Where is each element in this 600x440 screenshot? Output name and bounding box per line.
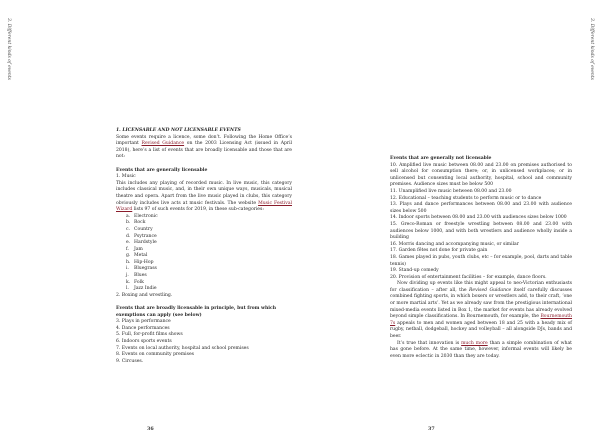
list-item: 13. Plays and dance performances between 08.00 and 23.00 with audience sizes below 500: [390, 202, 572, 214]
item-2: 2. Boxing and wrestling.: [116, 292, 173, 298]
body-paragraph: Now dividing up events like this might appeal to neo-Victorian enthusiasts for classification – after all, the Revised Guidance itself carefully discusses combined fighting sports, in which boxers or wrestlers add, to their craft, ‘one or more martial arts’. Yet as we already saw from the prestigious international mixed-media events listed in Box 1, the market for events has already evolved beyond simple classifications. In Bournemouth, for example, the Bournemouth 7s appeals to men and women aged between 18 and 25 with a heady mix of rugby, netball, dodgeball, hockey and volleyball – all alongside DJs, bands and beer.: [390, 281, 572, 340]
list-item: 10. Amplified live music between 08.00 and 23.00 on premises authorised to sell alcohol for consumption there; or, in unlicensed workplaces; or in unlicensed but consenting local authority, hospital, school and community premises. Audience sizes must be below 500: [390, 162, 572, 188]
list-item: a. Electronic: [126, 213, 158, 219]
page-number: 37: [428, 426, 435, 432]
list-item: 18. Games played in pubs, youth clubs, etc – for example, pool, darts and table tennis): [390, 254, 573, 267]
list-item: 19. Stand-up comedy: [390, 268, 439, 274]
list-item: b. Rock: [126, 220, 146, 226]
list-item: j. Blues: [126, 273, 147, 279]
list-item: g. Metal: [126, 253, 148, 259]
music-festival-wizard-link[interactable]: Music Festival Wizard: [116, 200, 292, 213]
list-item: 20. Provision of entertainment facilities – for example, dance floors.: [390, 274, 547, 280]
bournemouth-7s-link[interactable]: Bournemouth 7s: [390, 314, 572, 326]
list-item: d. Psytrance: [126, 233, 157, 239]
list-item: 4. Dance performances: [116, 325, 170, 331]
intro-paragraph: Some events require a licence, some don’t. Following the Home Office’s important Revised Guidance on the 2003 Licensing Act (issued in April 2018), here’s a list of events that are broadly licensable and those that are not:: [116, 134, 292, 160]
list-item: l. Jazz Indie: [126, 286, 157, 292]
body-paragraph: It’s true that innovation is much more than a simple combination of what has gone before. At the same time, however, informal events will likely be even more eclectic in 2030 than they are today.: [390, 340, 572, 359]
list-item: k. Folk: [126, 279, 144, 285]
list-item: f. Jam: [126, 246, 143, 252]
list-item: 16. Morris dancing and accompanying music, or similar: [390, 241, 519, 247]
list-item: e. Hardstyle: [126, 240, 157, 246]
page-number: 36: [147, 426, 154, 432]
music-heading: 1. Music: [116, 174, 136, 180]
music-paragraph: This includes any playing of recorded music. In live music, this category includes classical music, and, in their own unique ways, musicals, musical theatre and opera. Apart from the live music played in clubs, this category obviously includes live acts at music festivals. The website Music Festival Wizard lists 97 of such events for 2019, in these sub-categories:: [116, 180, 292, 213]
list-item: 5. Full, for-profit films shows: [116, 332, 183, 338]
list-item: i. Bluegrass: [126, 266, 157, 272]
list-item: 14. Indoor sports between 08.00 and 23.00 with audiences sizes below 1000: [390, 215, 567, 221]
broadly-licensable-heading: Events that are broadly licensable in principle, but from which exemptions can apply (see below): [116, 306, 277, 318]
section-title: 1. LICENSABLE AND NOT LICENSABLE EVENTS: [116, 128, 241, 133]
list-item: h. Hip-Hop: [126, 259, 154, 265]
list-item: 12. Educational – teaching students to perform music or to dance: [390, 195, 542, 201]
list-item: 17. Garden fêtes not done for private gain: [390, 248, 488, 254]
revised-guidance-link[interactable]: Revised Guidance: [141, 141, 185, 147]
list-item: 6. Indoors sports events: [116, 339, 172, 344]
right-column: [390, 156, 572, 360]
list-item: 8. Events on community premises: [116, 352, 194, 358]
list-item: c. Country: [126, 226, 153, 232]
list-item: 15. Greco-Roman or freestyle wrestling between 08.00 and 23.00 with audiences below 1000, and with both wrestlers and audience wholly inside a building: [390, 221, 572, 241]
running-head: 3. Different kinds of events: [6, 18, 11, 80]
list-item: 9. Circuses.: [116, 358, 144, 364]
much-more-link[interactable]: much more: [461, 340, 488, 346]
left-column: [116, 128, 292, 365]
list-item: 11. Unamplified live music between 08.00 and 23.00: [390, 188, 512, 194]
list-item: 7. Events on local authority, hospital and school premises: [116, 345, 249, 351]
not-licensable-heading: Events that are generally not licensable: [390, 156, 492, 161]
running-head: 3. Different kinds of events: [589, 18, 594, 80]
right-page: [300, 0, 600, 440]
list-item: 3. Plays in performance: [116, 319, 171, 325]
sub-category-list: [116, 214, 292, 293]
licensable-heading: Events that are generally licensable: [116, 167, 208, 173]
